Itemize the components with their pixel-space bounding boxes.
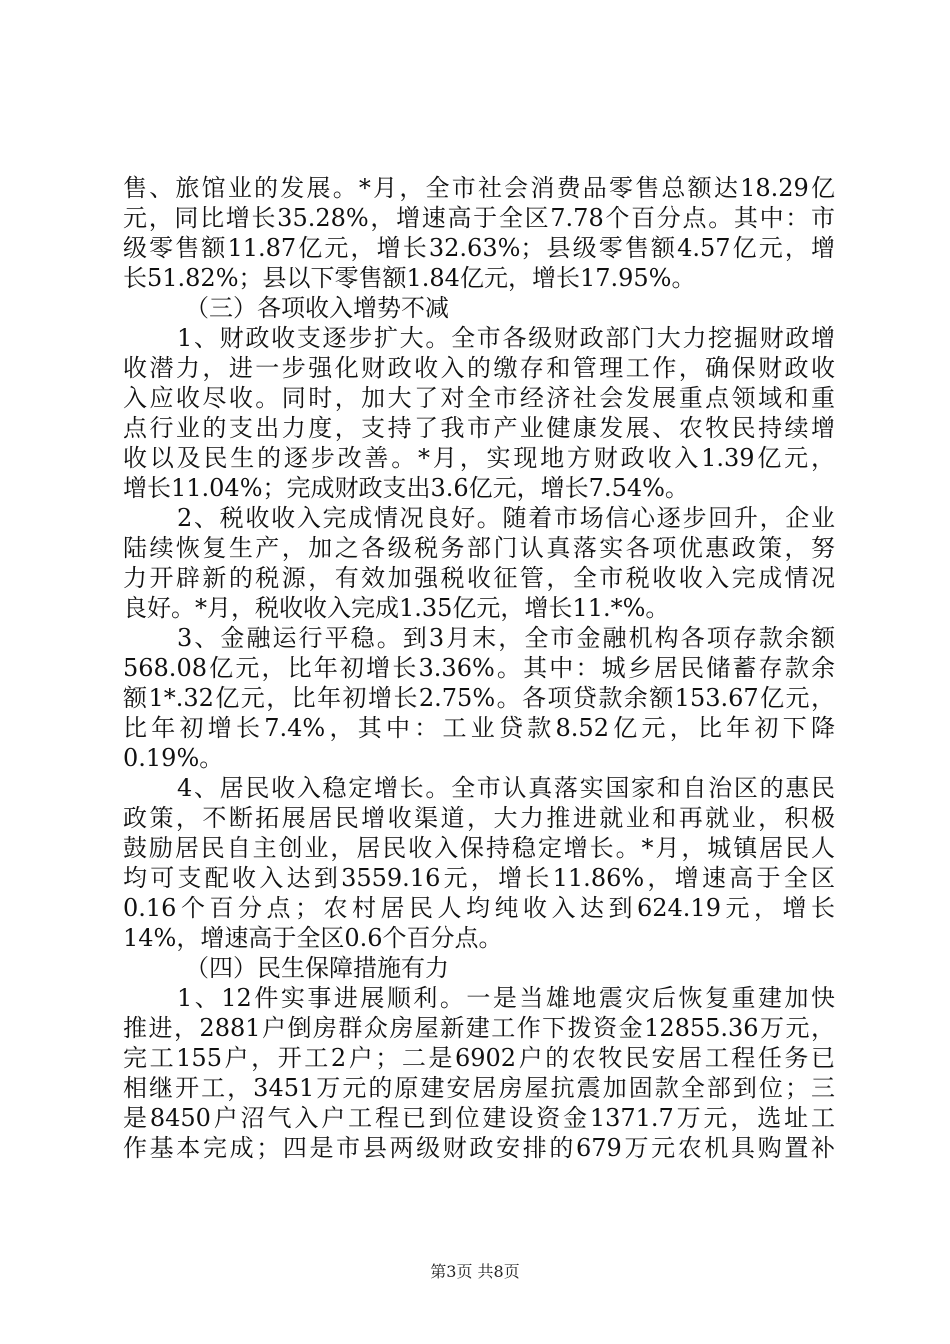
- text-line: 陆续恢复生产，加之各级税务部门认真落实各项优惠政策，努: [123, 534, 835, 562]
- text-line: （四）民生保障措施有力: [185, 954, 449, 982]
- text-line: 1、财政收支逐步扩大。全市各级财政部门大力挖掘财政增: [177, 324, 835, 352]
- text-line: 鼓励居民自主创业，居民收入保持稳定增长。*月，城镇居民人: [123, 834, 835, 862]
- text-line: 完工155户，开工2户；二是6902户的农牧民安居工程任务已: [123, 1044, 835, 1072]
- text-line: 推进，2881户倒房群众房屋新建工作下拨资金12855.36万元，: [123, 1014, 835, 1042]
- text-line: 0.16个百分点；农村居民人均纯收入达到624.19元，增长: [123, 894, 835, 922]
- text-line: 点行业的支出力度，支持了我市产业健康发展、农牧民持续增: [123, 414, 835, 442]
- text-line: 额1*.32亿元，比年初增长2.75%。各项贷款余额153.67亿元，: [123, 684, 835, 712]
- text-line: 4、居民收入稳定增长。全市认真落实国家和自治区的惠民: [177, 774, 835, 802]
- text-line: 入应收尽收。同时，加大了对全市经济社会发展重点领域和重: [123, 384, 835, 412]
- text-line: 568.08亿元，比年初增长3.36%。其中：城乡居民储蓄存款余: [123, 654, 835, 682]
- text-line: 作基本完成；四是市县两级财政安排的679万元农机具购置补: [123, 1134, 835, 1162]
- text-line: 均可支配收入达到3559.16元，增长11.86%，增速高于全区: [123, 864, 835, 892]
- document-body: [123, 173, 835, 1163]
- page-footer: 第3页 共8页: [430, 1262, 520, 1281]
- text-line: 14%，增速高于全区0.6个百分点。: [123, 924, 503, 952]
- text-line: 良好。*月，税收收入完成1.35亿元，增长11.*%。: [123, 594, 670, 622]
- text-line: 收潜力，进一步强化财政收入的缴存和管理工作，确保财政收: [123, 354, 835, 382]
- text-line: 元，同比增长35.28%，增速高于全区7.78个百分点。其中：市: [123, 204, 835, 232]
- text-line: 2、税收收入完成情况良好。随着市场信心逐步回升，企业: [177, 504, 835, 532]
- text-line: 级零售额11.87亿元，增长32.63%；县级零售额4.57亿元，增: [123, 234, 835, 262]
- text-line: 1、12件实事进展顺利。一是当雄地震灾后恢复重建加快: [177, 984, 835, 1012]
- text-line: 3、金融运行平稳。到3月末，全市金融机构各项存款余额: [177, 624, 835, 652]
- text-line: 力开辟新的税源，有效加强税收征管，全市税收收入完成情况: [123, 564, 835, 592]
- text-line: 收以及民生的逐步改善。*月，实现地方财政收入1.39亿元，: [123, 444, 835, 472]
- text-line: 是8450户沼气入户工程已到位建设资金1371.7万元，选址工: [123, 1104, 835, 1132]
- text-line: 售、旅馆业的发展。*月，全市社会消费品零售总额达18.29亿: [123, 174, 835, 202]
- text-line: 政策，不断拓展居民增收渠道，大力推进就业和再就业，积极: [123, 804, 835, 832]
- text-line: 增长11.04%；完成财政支出3.6亿元，增长7.54%。: [123, 474, 689, 502]
- text-line: 0.19%。: [123, 744, 224, 772]
- text-line: 比年初增长7.4%，其中：工业贷款8.52亿元，比年初下降: [123, 714, 835, 742]
- text-line: 长51.82%；县以下零售额1.84亿元，增长17.95%。: [123, 264, 696, 292]
- text-line: （三）各项收入增势不减: [185, 294, 449, 322]
- text-line: 相继开工，3451万元的原建安居房屋抗震加固款全部到位；三: [123, 1074, 835, 1102]
